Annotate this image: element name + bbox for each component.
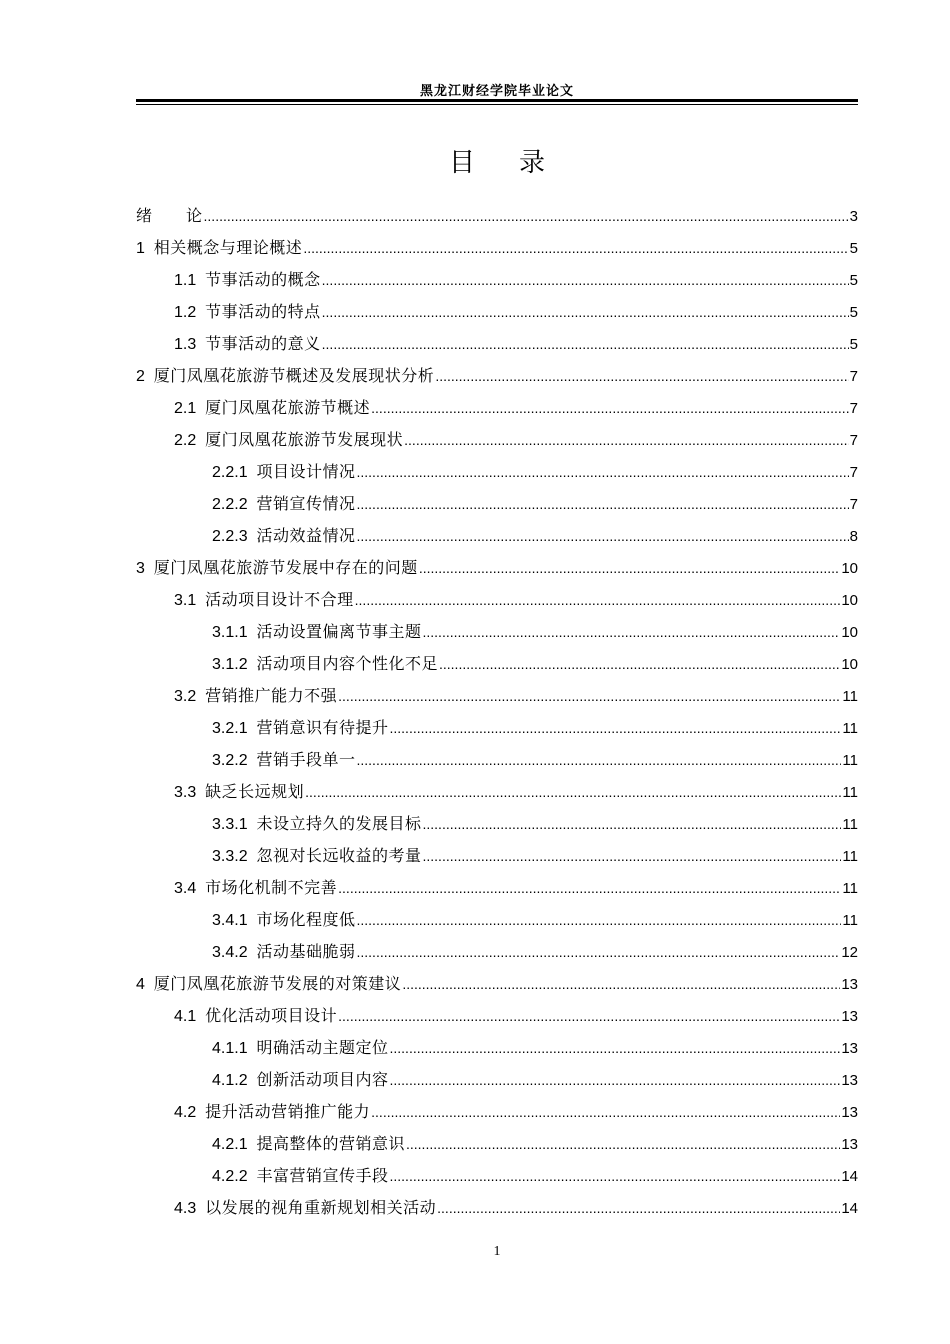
dot-leader bbox=[303, 232, 848, 264]
toc-entry-number: 3.3.2 bbox=[212, 848, 248, 865]
toc-entry-title: 提高整体的营销意识 bbox=[256, 1134, 405, 1153]
toc-entry[interactable] bbox=[136, 968, 858, 1000]
dot-leader bbox=[371, 392, 849, 424]
dot-leader bbox=[322, 328, 849, 360]
toc-entry-page: 12 bbox=[841, 944, 858, 961]
toc-entry-number: 3.3.1 bbox=[212, 816, 248, 833]
dot-leader bbox=[355, 584, 841, 616]
toc-entry-number: 3.4.1 bbox=[212, 912, 248, 929]
dot-leader bbox=[423, 808, 842, 840]
toc-entry-page: 7 bbox=[849, 368, 858, 385]
toc-entry-number: 1.2 bbox=[174, 304, 197, 321]
toc-heading: 目录 bbox=[448, 148, 589, 178]
dot-leader bbox=[338, 680, 841, 712]
toc-entry-title: 市场化程度低 bbox=[256, 910, 356, 929]
toc-entry-title: 创新活动项目内容 bbox=[256, 1070, 389, 1089]
toc-entry-title: 未设立持久的发展目标 bbox=[256, 814, 422, 833]
toc-entry-title: 营销宣传情况 bbox=[256, 494, 356, 513]
dot-leader bbox=[404, 424, 849, 456]
toc-entry-number: 3.1.1 bbox=[212, 624, 248, 641]
toc-entry-number: 2.2.3 bbox=[212, 528, 248, 545]
toc-entry-title: 活动项目设计不合理 bbox=[205, 590, 354, 609]
toc-entry-number: 4.1 bbox=[174, 1008, 197, 1025]
toc-entry[interactable] bbox=[136, 328, 858, 360]
toc-entry-title: 节事活动的意义 bbox=[205, 334, 321, 353]
dot-leader bbox=[371, 1096, 840, 1128]
toc-entry[interactable] bbox=[136, 392, 858, 424]
toc-entry[interactable] bbox=[136, 584, 858, 616]
toc-entry[interactable] bbox=[136, 1160, 858, 1192]
toc-entry-number: 3 bbox=[136, 560, 145, 577]
toc-entry-title: 厦门凤凰花旅游节发展现状 bbox=[205, 430, 404, 449]
toc-entry-title: 营销推广能力不强 bbox=[205, 686, 338, 705]
toc-entry-page: 13 bbox=[841, 1072, 858, 1089]
toc-entry-title: 提升活动营销推广能力 bbox=[205, 1102, 371, 1121]
toc-entry-title: 市场化机制不完善 bbox=[205, 878, 338, 897]
toc-entry-page: 14 bbox=[841, 1168, 858, 1185]
toc-entry[interactable] bbox=[136, 360, 858, 392]
dot-leader bbox=[406, 1128, 840, 1160]
toc-entry-number: 4.3 bbox=[174, 1200, 197, 1217]
toc-entry[interactable] bbox=[136, 1096, 858, 1128]
dot-leader bbox=[390, 712, 842, 744]
toc-entry-number: 2.2.1 bbox=[212, 464, 248, 481]
header-rule-thick bbox=[136, 99, 858, 102]
toc-entry-number: 2.2 bbox=[174, 432, 197, 449]
toc-entry-page: 8 bbox=[849, 528, 858, 545]
toc-entry-page: 10 bbox=[841, 592, 858, 609]
toc-entry-page: 7 bbox=[849, 400, 858, 417]
toc-entry[interactable] bbox=[136, 1000, 858, 1032]
toc-entry-page: 10 bbox=[841, 624, 858, 641]
toc-entry-number: 2.1 bbox=[174, 400, 197, 417]
toc-entry-number: 3.4 bbox=[174, 880, 197, 897]
toc-entry[interactable] bbox=[136, 296, 858, 328]
toc-entry-number: 4.2 bbox=[174, 1104, 197, 1121]
toc-entry-title: 厦门凤凰花旅游节发展中存在的问题 bbox=[153, 558, 418, 577]
toc-entry-title: 丰富营销宣传手段 bbox=[256, 1166, 389, 1185]
toc-entry-number: 3.1 bbox=[174, 592, 197, 609]
toc-entry[interactable] bbox=[136, 616, 858, 648]
toc-entry-page: 11 bbox=[842, 784, 858, 801]
toc-entry[interactable] bbox=[136, 264, 858, 296]
page-number: 1 bbox=[493, 1244, 501, 1259]
toc-entry-title: 忽视对长远收益的考量 bbox=[256, 846, 422, 865]
toc-entry-page: 11 bbox=[842, 912, 858, 929]
toc-entry-title: 活动项目内容个性化不足 bbox=[256, 654, 438, 673]
dot-leader bbox=[204, 200, 849, 232]
toc-entry-page: 11 bbox=[842, 880, 858, 897]
running-header: 黑龙江财经学院毕业论文 bbox=[419, 84, 574, 99]
toc-entry-page: 13 bbox=[841, 1104, 858, 1121]
toc-entry-page: 11 bbox=[842, 816, 858, 833]
toc-entry[interactable] bbox=[136, 424, 858, 456]
toc-entry-page: 3 bbox=[849, 208, 858, 225]
dot-leader bbox=[322, 296, 849, 328]
dot-leader bbox=[439, 648, 840, 680]
toc-entry-title: 相关概念与理论概述 bbox=[153, 238, 303, 257]
toc-entry-page: 11 bbox=[842, 752, 858, 769]
toc-entry-title: 节事活动的概念 bbox=[205, 270, 321, 289]
dot-leader bbox=[305, 776, 841, 808]
toc-entry-number: 4.1.1 bbox=[212, 1040, 248, 1057]
toc-entry-title: 厦门凤凰花旅游节概述 bbox=[205, 398, 371, 417]
toc-entry[interactable] bbox=[136, 1064, 858, 1096]
toc-entry-number: 1.3 bbox=[174, 336, 197, 353]
toc-entry-title: 节事活动的特点 bbox=[205, 302, 321, 321]
toc-entry-page: 11 bbox=[842, 720, 858, 737]
toc-entry-page: 11 bbox=[842, 848, 858, 865]
toc-entry-title: 活动基础脆弱 bbox=[256, 942, 356, 961]
toc-entry-page: 10 bbox=[841, 656, 858, 673]
toc-entry-number: 4 bbox=[136, 976, 145, 993]
dot-leader bbox=[357, 456, 849, 488]
dot-leader bbox=[423, 616, 841, 648]
toc-entry[interactable] bbox=[136, 872, 858, 904]
toc-entry-page: 10 bbox=[841, 560, 858, 577]
dot-leader bbox=[435, 360, 848, 392]
toc-entry-number: 3.4.2 bbox=[212, 944, 248, 961]
toc-entry-number: 3.2.2 bbox=[212, 752, 248, 769]
toc-entry-number: 3.1.2 bbox=[212, 656, 248, 673]
toc-entry[interactable] bbox=[136, 808, 858, 840]
toc-entry-number: 2.2.2 bbox=[212, 496, 248, 513]
toc-entry-number: 3.3 bbox=[174, 784, 197, 801]
toc-entry-page: 7 bbox=[849, 496, 858, 513]
toc-entry-page: 5 bbox=[849, 304, 858, 321]
toc-entry[interactable] bbox=[136, 680, 858, 712]
toc-entry-title: 优化活动项目设计 bbox=[205, 1006, 338, 1025]
dot-leader bbox=[322, 264, 849, 296]
toc-entry-number: 3.2.1 bbox=[212, 720, 248, 737]
dot-leader bbox=[390, 1160, 841, 1192]
dot-leader bbox=[423, 840, 842, 872]
dot-leader bbox=[357, 904, 842, 936]
toc-entry[interactable] bbox=[136, 744, 858, 776]
toc-entry-page: 7 bbox=[849, 464, 858, 481]
dot-leader bbox=[437, 1192, 840, 1224]
toc-entry-title: 明确活动主题定位 bbox=[256, 1038, 389, 1057]
toc-entry-title: 活动效益情况 bbox=[256, 526, 356, 545]
dot-leader bbox=[357, 744, 842, 776]
toc-entry[interactable] bbox=[136, 904, 858, 936]
dot-leader bbox=[338, 872, 841, 904]
toc-entry[interactable] bbox=[136, 232, 858, 264]
header-rule-thin bbox=[136, 104, 858, 105]
toc-entry[interactable] bbox=[136, 1032, 858, 1064]
toc-entry[interactable] bbox=[136, 456, 858, 488]
dot-leader bbox=[357, 936, 841, 968]
toc-entry-title: 以发展的视角重新规划相关活动 bbox=[205, 1198, 437, 1217]
toc-entry-title: 绪 论 bbox=[136, 206, 203, 225]
toc-entry-page: 5 bbox=[849, 272, 858, 289]
toc-entry-title: 项目设计情况 bbox=[256, 462, 356, 481]
toc-entry[interactable] bbox=[136, 200, 858, 232]
toc-entry-page: 13 bbox=[841, 1040, 858, 1057]
table-of-contents bbox=[136, 200, 858, 1224]
dot-leader bbox=[390, 1064, 841, 1096]
toc-entry-title: 缺乏长远规划 bbox=[205, 782, 305, 801]
toc-entry-number: 4.2.1 bbox=[212, 1136, 248, 1153]
dot-leader bbox=[402, 968, 840, 1000]
toc-entry-page: 14 bbox=[841, 1200, 858, 1217]
toc-entry[interactable] bbox=[136, 1128, 858, 1160]
toc-entry[interactable] bbox=[136, 840, 858, 872]
toc-entry[interactable] bbox=[136, 488, 858, 520]
toc-entry[interactable] bbox=[136, 1192, 858, 1224]
dot-leader bbox=[390, 1032, 841, 1064]
toc-entry-number: 2 bbox=[136, 368, 145, 385]
toc-entry-title: 营销手段单一 bbox=[256, 750, 356, 769]
dot-leader bbox=[419, 552, 841, 584]
toc-entry[interactable] bbox=[136, 520, 858, 552]
toc-entry-title: 厦门凤凰花旅游节概述及发展现状分析 bbox=[153, 366, 435, 385]
toc-entry-number: 3.2 bbox=[174, 688, 197, 705]
toc-entry[interactable] bbox=[136, 936, 858, 968]
toc-entry-number: 1.1 bbox=[174, 272, 197, 289]
dot-leader bbox=[357, 488, 849, 520]
toc-entry-page: 13 bbox=[841, 1136, 858, 1153]
dot-leader bbox=[357, 520, 849, 552]
toc-entry-page: 5 bbox=[849, 240, 858, 257]
toc-entry[interactable] bbox=[136, 648, 858, 680]
toc-entry[interactable] bbox=[136, 552, 858, 584]
toc-entry-page: 13 bbox=[841, 976, 858, 993]
toc-entry-number: 1 bbox=[136, 240, 145, 257]
toc-entry-number: 4.2.2 bbox=[212, 1168, 248, 1185]
toc-entry-title: 活动设置偏离节事主题 bbox=[256, 622, 422, 641]
toc-entry-page: 5 bbox=[849, 336, 858, 353]
toc-entry[interactable] bbox=[136, 776, 858, 808]
toc-entry-page: 13 bbox=[841, 1008, 858, 1025]
toc-entry-title: 厦门凤凰花旅游节发展的对策建议 bbox=[153, 974, 402, 993]
toc-entry[interactable] bbox=[136, 712, 858, 744]
toc-entry-title: 营销意识有待提升 bbox=[256, 718, 389, 737]
dot-leader bbox=[338, 1000, 840, 1032]
toc-entry-number: 4.1.2 bbox=[212, 1072, 248, 1089]
toc-entry-page: 7 bbox=[849, 432, 858, 449]
toc-entry-page: 11 bbox=[842, 688, 858, 705]
